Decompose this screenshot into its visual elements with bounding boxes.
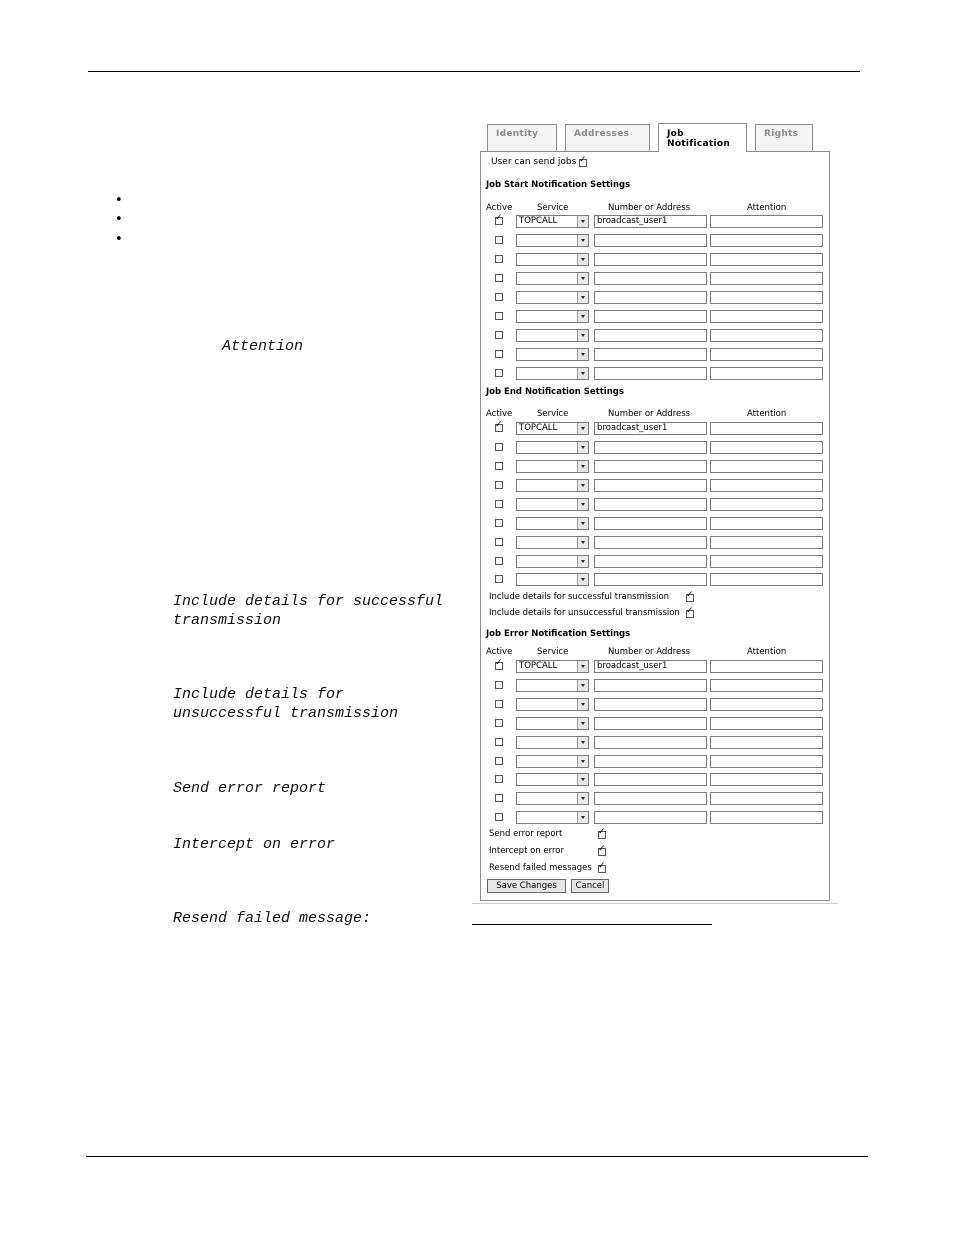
job-error-active-checkbox[interactable] [495, 681, 503, 689]
chevron-down-icon[interactable] [577, 292, 588, 303]
column-attention: Attention [747, 203, 787, 213]
job-start-address-input[interactable] [594, 253, 707, 266]
job-error-attention-input[interactable] [710, 698, 823, 711]
job-start-attention-input[interactable] [710, 234, 823, 247]
job-error-address-input[interactable]: broadcast_user1 [594, 660, 707, 673]
column-number-or-address: Number or Address [608, 203, 691, 213]
job-error-address-input[interactable] [594, 811, 707, 824]
job-end-attention-input[interactable] [710, 517, 823, 530]
resend-failed-messages-checkbox[interactable] [598, 865, 606, 873]
chevron-down-icon[interactable] [577, 699, 588, 710]
chevron-down-icon[interactable] [577, 793, 588, 804]
job-end-attention-input[interactable] [710, 422, 823, 435]
job-start-active-checkbox[interactable] [495, 312, 503, 320]
job-start-active-checkbox[interactable] [495, 217, 503, 225]
chevron-down-icon[interactable] [577, 480, 588, 491]
header-rule [88, 71, 860, 72]
list-bullet: • [115, 212, 123, 227]
job-end-address-input[interactable] [594, 536, 707, 549]
job-start-attention-input[interactable] [710, 215, 823, 228]
job-error-active-checkbox[interactable] [495, 794, 503, 802]
job-start-active-checkbox[interactable] [495, 255, 503, 263]
column-active: Active [486, 203, 513, 213]
send-error-report-checkbox[interactable] [598, 831, 606, 839]
job-end-address-input[interactable] [594, 555, 707, 568]
chevron-down-icon[interactable] [577, 254, 588, 265]
job-error-service-select[interactable] [516, 679, 589, 692]
job-error-active-checkbox[interactable] [495, 700, 503, 708]
job-end-attention-input[interactable] [710, 441, 823, 454]
job-start-active-checkbox[interactable] [495, 274, 503, 282]
job-error-attention-input[interactable] [710, 736, 823, 749]
job-end-active-checkbox[interactable] [495, 424, 503, 432]
job-error-address-input[interactable] [594, 698, 707, 711]
bullet-text: Send error report [173, 780, 327, 797]
job-error-service-select[interactable]: TOPCALL [516, 660, 589, 673]
job-error-address-input[interactable] [594, 755, 707, 768]
job-end-attention-input[interactable] [710, 573, 823, 586]
job-start-service-select[interactable] [516, 310, 589, 323]
job-end-service-select[interactable] [516, 517, 589, 530]
job-error-service-select[interactable] [516, 698, 589, 711]
chevron-down-icon[interactable] [577, 499, 588, 510]
job-end-active-checkbox[interactable] [495, 500, 503, 508]
job-end-active-checkbox[interactable] [495, 557, 503, 565]
attention-term: Attention [222, 338, 304, 355]
job-error-section-title: Job Error Notification Settings [486, 629, 631, 639]
caption-underline [472, 924, 712, 925]
job-start-service-select[interactable] [516, 348, 589, 361]
job-start-service-select[interactable] [516, 291, 589, 304]
list-bullet: • [115, 232, 123, 247]
job-start-active-checkbox[interactable] [495, 369, 503, 377]
job-start-service-select[interactable] [516, 272, 589, 285]
job-start-section-title: Job Start Notification Settings [486, 180, 631, 190]
tab-rights[interactable]: Rights [755, 124, 813, 151]
column-service: Service [537, 203, 569, 213]
chevron-down-icon[interactable] [577, 680, 588, 691]
footer-rule [86, 1156, 868, 1157]
job-start-address-input[interactable] [594, 291, 707, 304]
job-start-attention-input[interactable] [710, 348, 823, 361]
job-start-active-checkbox[interactable] [495, 331, 503, 339]
job-end-attention-input[interactable] [710, 555, 823, 568]
chevron-down-icon[interactable] [577, 718, 588, 729]
chevron-down-icon[interactable] [577, 756, 588, 767]
chevron-down-icon[interactable] [577, 368, 588, 379]
job-end-active-checkbox[interactable] [495, 575, 503, 583]
chevron-down-icon[interactable] [577, 812, 588, 823]
job-error-address-input[interactable] [594, 792, 707, 805]
chevron-down-icon[interactable] [577, 442, 588, 453]
job-error-active-checkbox[interactable] [495, 813, 503, 821]
chevron-down-icon[interactable] [577, 349, 588, 360]
cancel-button[interactable]: Cancel [571, 879, 609, 893]
end-option-checkbox[interactable] [686, 610, 694, 618]
job-end-active-checkbox[interactable] [495, 481, 503, 489]
job-start-attention-input[interactable] [710, 253, 823, 266]
bullet-text: Include details for unsuccessful transmission [173, 686, 399, 722]
column-service: Service [537, 647, 569, 657]
job-error-address-input[interactable] [594, 717, 707, 730]
send-error-report-label: Send error report [489, 829, 563, 839]
chevron-down-icon[interactable] [577, 216, 588, 227]
job-error-service-select[interactable] [516, 755, 589, 768]
chevron-down-icon[interactable] [577, 737, 588, 748]
bullet-text: Intercept on error [173, 836, 336, 853]
user-can-send-jobs-label: User can send jobs [491, 157, 577, 167]
job-start-active-checkbox[interactable] [495, 350, 503, 358]
job-start-attention-input[interactable] [710, 310, 823, 323]
tab-job-notification[interactable]: Job Notification [658, 123, 747, 152]
end-option-label: Include details for successful transmission [489, 592, 670, 602]
job-end-service-select[interactable] [516, 441, 589, 454]
intercept-on-error-checkbox[interactable] [598, 848, 606, 856]
job-error-attention-input[interactable] [710, 717, 823, 730]
job-start-address-input[interactable] [594, 329, 707, 342]
job-end-attention-input[interactable] [710, 479, 823, 492]
job-start-address-input[interactable] [594, 310, 707, 323]
chevron-down-icon[interactable] [577, 423, 588, 434]
chevron-down-icon[interactable] [577, 774, 588, 785]
job-start-attention-input[interactable] [710, 367, 823, 380]
job-start-service-select[interactable] [516, 253, 589, 266]
job-start-service-select[interactable] [516, 367, 589, 380]
job-end-active-checkbox[interactable] [495, 462, 503, 470]
chevron-down-icon[interactable] [577, 235, 588, 246]
job-error-attention-input[interactable] [710, 679, 823, 692]
job-error-address-input[interactable] [594, 736, 707, 749]
job-error-attention-input[interactable] [710, 811, 823, 824]
job-end-attention-input[interactable] [710, 460, 823, 473]
job-end-address-input[interactable]: broadcast_user1 [594, 422, 707, 435]
job-error-active-checkbox[interactable] [495, 775, 503, 783]
job-error-active-checkbox[interactable] [495, 757, 503, 765]
job-end-service-select[interactable] [516, 460, 589, 473]
chevron-down-icon[interactable] [577, 273, 588, 284]
intercept-on-error-label: Intercept on error [489, 846, 564, 856]
column-active: Active [486, 409, 513, 419]
tab-identity[interactable]: Identity [487, 124, 557, 151]
job-end-address-input[interactable] [594, 498, 707, 511]
job-start-active-checkbox[interactable] [495, 236, 503, 244]
column-number-or-address: Number or Address [608, 409, 691, 419]
job-end-address-input[interactable] [594, 573, 707, 586]
chevron-down-icon[interactable] [577, 537, 588, 548]
job-end-active-checkbox[interactable] [495, 519, 503, 527]
job-end-service-select[interactable] [516, 555, 589, 568]
column-attention: Attention [747, 647, 787, 657]
job-end-service-select[interactable] [516, 498, 589, 511]
job-start-address-input[interactable] [594, 272, 707, 285]
column-number-or-address: Number or Address [608, 647, 691, 657]
job-error-attention-input[interactable] [710, 660, 823, 673]
job-error-active-checkbox[interactable] [495, 662, 503, 670]
job-start-address-input[interactable] [594, 367, 707, 380]
chevron-down-icon[interactable] [577, 556, 588, 567]
job-error-attention-input[interactable] [710, 792, 823, 805]
job-start-address-input[interactable] [594, 234, 707, 247]
job-end-address-input[interactable] [594, 479, 707, 492]
job-error-service-select[interactable] [516, 717, 589, 730]
end-option-label: Include details for unsuccessful transmission [489, 608, 680, 618]
chevron-down-icon[interactable] [577, 461, 588, 472]
job-start-address-input[interactable]: broadcast_user1 [594, 215, 707, 228]
save-changes-button[interactable]: Save Changes [487, 879, 566, 893]
job-error-service-select[interactable] [516, 811, 589, 824]
panel-bottom-shadow [472, 903, 838, 904]
job-start-attention-input[interactable] [710, 329, 823, 342]
job-error-attention-input[interactable] [710, 755, 823, 768]
bullet-text: Resend failed message: [173, 910, 372, 927]
job-start-active-checkbox[interactable] [495, 293, 503, 301]
list-bullet: • [115, 193, 123, 208]
job-end-section-title: Job End Notification Settings [486, 387, 624, 397]
end-option-checkbox[interactable] [686, 594, 694, 602]
job-end-attention-input[interactable] [710, 498, 823, 511]
job-error-active-checkbox[interactable] [495, 719, 503, 727]
chevron-down-icon[interactable] [577, 518, 588, 529]
job-end-service-select[interactable] [516, 573, 589, 586]
job-end-service-select[interactable] [516, 479, 589, 492]
job-end-attention-input[interactable] [710, 536, 823, 549]
user-can-send-jobs-checkbox[interactable] [579, 159, 587, 167]
job-end-service-select[interactable]: TOPCALL [516, 422, 589, 435]
job-start-attention-input[interactable] [710, 291, 823, 304]
job-error-service-select[interactable] [516, 736, 589, 749]
column-attention: Attention [747, 409, 787, 419]
resend-failed-messages-label: Resend failed messages [489, 863, 592, 873]
job-error-attention-input[interactable] [710, 773, 823, 786]
job-start-address-input[interactable] [594, 348, 707, 361]
job-error-active-checkbox[interactable] [495, 738, 503, 746]
column-service: Service [537, 409, 569, 419]
job-end-active-checkbox[interactable] [495, 538, 503, 546]
job-end-address-input[interactable] [594, 441, 707, 454]
job-start-service-select[interactable] [516, 234, 589, 247]
job-start-attention-input[interactable] [710, 272, 823, 285]
job-end-active-checkbox[interactable] [495, 443, 503, 451]
tab-addresses[interactable]: Addresses [565, 124, 650, 151]
chevron-down-icon[interactable] [577, 330, 588, 341]
chevron-down-icon[interactable] [577, 574, 588, 585]
column-active: Active [486, 647, 513, 657]
job-error-address-input[interactable] [594, 773, 707, 786]
job-end-service-select[interactable] [516, 536, 589, 549]
job-error-service-select[interactable] [516, 792, 589, 805]
bullet-text: Include details for successful transmission [173, 593, 444, 629]
chevron-down-icon[interactable] [577, 661, 588, 672]
job-error-address-input[interactable] [594, 679, 707, 692]
job-end-address-input[interactable] [594, 517, 707, 530]
chevron-down-icon[interactable] [577, 311, 588, 322]
job-error-service-select[interactable] [516, 773, 589, 786]
job-end-address-input[interactable] [594, 460, 707, 473]
job-start-service-select[interactable]: TOPCALL [516, 215, 589, 228]
job-start-service-select[interactable] [516, 329, 589, 342]
